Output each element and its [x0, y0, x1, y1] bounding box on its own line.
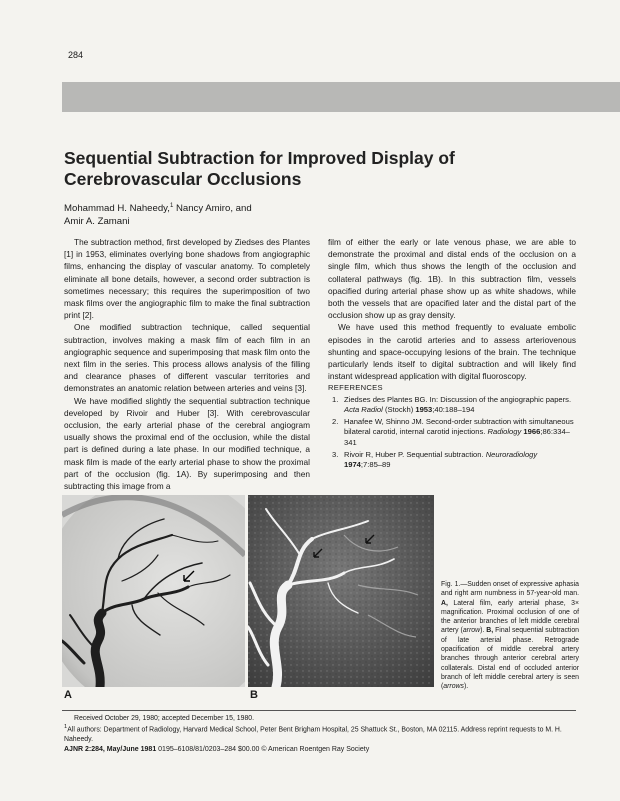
figure-1a-angiogram	[62, 495, 245, 687]
author-footnote-mark: 1	[169, 203, 174, 209]
reference-list	[328, 395, 576, 471]
paragraph: We have modified slightly the sequential subtraction technique developed by Rivoir and Huber [3]. With cerebrovascular occlusion, the early arterial phase of the cerebral angiogram usually shows the proximal end of the occlusion, while the distal part is defined during a late phase. In our modified technique, a mask film is made of the early arterial phase to show the proximal part of the occlusion (fig. 1A). By superimposing and then subtracting this image from a	[64, 395, 310, 492]
header-banner	[62, 82, 620, 112]
reference-item: 3. Rivoir R, Huber P. Sequential subtraction. Neuroradiology 1974;7:85–89	[332, 449, 538, 470]
author-block	[64, 200, 364, 228]
author-affiliation-note: $^1$All authors: Department of Radiology, Harvard Medical School, Peter Bent Brigham Hospital, 25 Shattuck St., Boston, MA 02115. Address reprint requests to M. H. Naheedy.	[64, 724, 562, 743]
received-date: Received October 29, 1980; accepted December 15, 1980.	[74, 715, 255, 722]
figure-caption: Fig. 1.—Sudden onset of expressive aphasia and right arm numbness in 57-year-old man. A, Lateral film, early arterial phase, 3× magnification. Proximal occlusion of one of the anterior branches of left middle cerebral artery (arrow). B, Final sequential subtraction of late arterial phase. Retrograde opacification of middle cerebral artery branches through anterior cerebral artery collaterals. Distal end of occluded anterior branch of left middle cerebral artery is seen (arrows).	[441, 581, 579, 691]
figure-label-b: B	[250, 689, 258, 701]
paragraph: film of either the early or late venous phase, we are able to demonstrate the proximal and distal ends of the occlusion on a single film, which thus shows the length of the occlusion and collateral pathways (fig. 1B). In this subtraction film, vessels opacified during arterial phase show up as white shadows, while both the vessels that are opacified later and the distal part of the occlusion show up as gray density.	[328, 237, 576, 321]
reference-item: 1. Ziedses des Plantes BG. In: Discussion of the angiographic papers. Acta Radiol (Stockh) 1953;40:188–194	[332, 394, 572, 415]
figure-label-a: A	[64, 689, 72, 701]
body-column-left	[64, 236, 310, 492]
author-line2: Amir A. Zamani	[64, 216, 130, 228]
footnote-divider	[62, 710, 576, 711]
body-column-right	[328, 236, 576, 472]
paragraph: The subtraction method, first developed by Ziedses des Plantes [1] in 1953, eliminates overlying bone shadows from angiographic films, enhancing the display of vascular anatomy. To completely eliminate all bone details, however, a second order subtraction is sometimes necessary; this requires the superimposition of two mask films over the angiographic film to make the final subtraction print [2].	[64, 237, 310, 321]
article-title: Sequential Subtraction for Improved Display of Cerebrovascular Occlusions	[64, 148, 455, 189]
paragraph: One modified subtraction technique, called sequential subtraction, involves making a mask film of each film in an angiographic sequence and superimposing that mask film onto the next film in the series. This process allows analysis of the filling and clearance phases of different vascular territories and demonstrates an anatomic relation between arteries and veins [3].	[64, 322, 310, 394]
journal-citation-line: AJNR 2:284, May/June 1981 0195–6108/81/0203–284 $00.00 © American Roentgen Ray Society	[64, 746, 370, 753]
paragraph: We have used this method frequently to evaluate embolic episodes in the carotid arteries and to assess arteriovenous shunting and space-occupying lesions of the brain. The technique particularly lends itself to digital subtraction and will likely find instant widespread application with digital fluoroscopy.	[328, 322, 576, 382]
references-heading: REFERENCES	[328, 383, 383, 393]
reference-item: 2. Hanafee W, Shinno JM. Second-order subtraction with simultaneous bilateral carotid, internal carotid injections. Radiology 1966;86:334–341	[332, 416, 574, 448]
page-number: 284	[68, 50, 84, 60]
author-line1-rest: Nancy Amiro, and	[173, 203, 252, 215]
figure-1b-subtraction	[248, 495, 434, 687]
author-line1: Mohammad H. Naheedy,	[64, 203, 170, 215]
